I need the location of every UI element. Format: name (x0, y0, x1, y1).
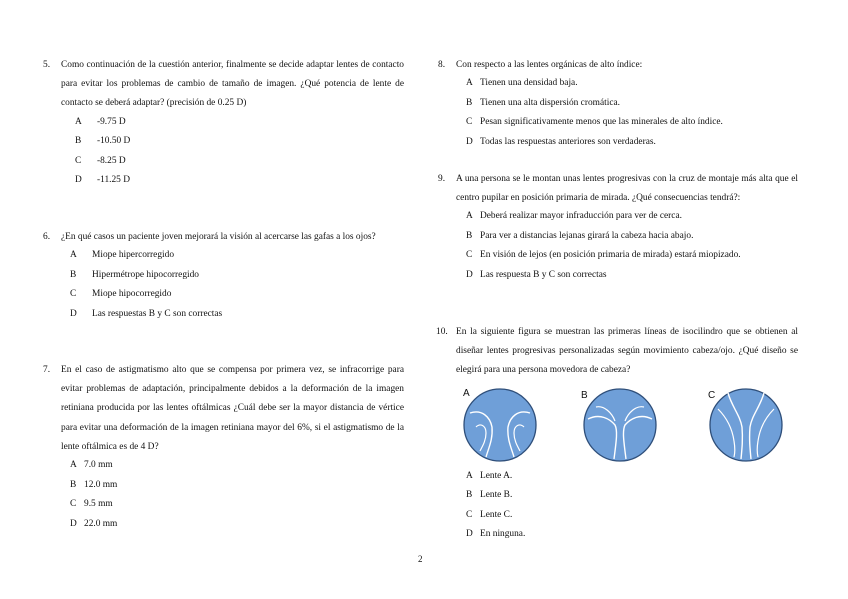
option-c[interactable] (70, 285, 404, 305)
option-text: Las respuesta B y C son correctas (480, 269, 607, 280)
option-letter: A (75, 116, 82, 127)
option-letter: B (70, 479, 77, 490)
option-letter: A (70, 250, 77, 261)
option-letter: A (466, 78, 473, 89)
question-stem: A una persona se le montan unas lentes progresivas con la cruz de montaje más alta que el centro pupilar en posición primaria de mirada. ¿Qué consecuencias tendrá?: (456, 174, 798, 204)
option-letter: D (75, 175, 82, 186)
question-7 (43, 361, 404, 534)
option-text: -8.25 D (97, 155, 126, 166)
option-b[interactable] (466, 94, 798, 114)
options-list (456, 467, 798, 545)
question-number: 9. (438, 174, 446, 184)
option-text: 22.0 mm (84, 518, 118, 529)
question-number: 5. (43, 60, 51, 70)
option-d[interactable] (70, 305, 404, 325)
option-a[interactable] (466, 74, 798, 94)
option-text: Lente B. (480, 490, 513, 501)
option-b[interactable] (466, 227, 798, 247)
option-a[interactable] (70, 246, 404, 266)
figure-label-c: C (708, 389, 716, 401)
question-stem: En la siguiente figura se muestran las primeras líneas de isocilindro que se obtienen al diseñar lentes progresivas personalizadas según movimiento cabeza/ojo. ¿Qué diseño se elegirá para una persona movedora de cabeza? (456, 327, 798, 376)
option-text: -9.75 D (97, 116, 126, 127)
option-text: 7.0 mm (84, 460, 113, 471)
option-text: En visión de lejos (en posición primaria de mirada) estará miopizado. (480, 250, 741, 261)
option-letter: C (466, 250, 473, 261)
option-text: Lente A. (480, 470, 513, 481)
page-number: 2 (418, 554, 423, 564)
option-text: Lente C. (480, 509, 513, 520)
option-text: Pesan significativamente menos que las minerales de alto índice. (480, 117, 723, 128)
option-letter: A (70, 460, 77, 471)
option-text: Para ver a distancias lejanas girará la cabeza hacia abajo. (480, 230, 694, 241)
option-letter: C (70, 289, 77, 300)
option-b[interactable] (466, 486, 798, 506)
option-d[interactable] (466, 525, 798, 545)
options-list (61, 456, 404, 534)
option-letter: D (466, 529, 473, 540)
question-6 (43, 228, 404, 324)
option-a[interactable] (70, 456, 404, 476)
option-b[interactable] (70, 266, 404, 286)
option-letter: B (466, 230, 473, 241)
option-letter: A (466, 211, 473, 222)
figure-label-b: B (581, 389, 588, 401)
option-text: Deberá realizar mayor infraducción para ver de cerca. (480, 211, 682, 222)
option-a[interactable] (466, 207, 798, 227)
option-text: En ninguna. (480, 529, 526, 540)
figure-label-a: A (463, 387, 470, 399)
option-d[interactable] (466, 266, 798, 286)
option-text: -11.25 D (97, 175, 130, 186)
option-letter: D (466, 269, 473, 280)
lens-c-image (708, 387, 784, 463)
options-list (61, 246, 404, 324)
options-list (456, 74, 798, 152)
option-c[interactable] (466, 506, 798, 526)
question-10 (436, 323, 798, 545)
option-text: Miope hipercorregido (92, 250, 175, 261)
option-letter: C (75, 155, 82, 166)
option-letter: C (70, 499, 77, 510)
option-text: -10.50 D (97, 136, 131, 147)
question-number: 6. (43, 232, 51, 242)
option-letter: C (466, 509, 473, 520)
option-text: Tienen una densidad baja. (480, 78, 578, 89)
option-text: Hipermétrope hipocorregido (92, 269, 199, 280)
lens-a-image (462, 387, 538, 463)
option-text: Miope hipocorregido (92, 289, 172, 300)
option-b[interactable] (75, 132, 404, 152)
option-b[interactable] (70, 476, 404, 496)
question-stem: Como continuación de la cuestión anterior, finalmente se decide adaptar lentes de contacto para evitar los problemas de cambio de tamaño de imagen. ¿Qué potencia de lente de contacto se deberá adaptar? (precisión de 0.25 D) (61, 60, 404, 109)
option-letter: A (466, 470, 473, 481)
question-9 (438, 170, 798, 285)
option-text: Tienen una alta dispersión cromática. (480, 97, 620, 108)
isocylinder-figure (456, 387, 798, 463)
question-stem: ¿En qué casos un paciente joven mejorará la visión al acercarse las gafas a los ojos? (61, 232, 376, 242)
option-letter: B (70, 269, 77, 280)
option-a[interactable] (75, 113, 404, 133)
option-letter: D (466, 136, 473, 147)
question-stem: Con respecto a las lentes orgánicas de alto índice: (456, 60, 643, 70)
lens-b-image (582, 387, 658, 463)
option-letter: B (466, 490, 473, 501)
option-c[interactable] (466, 246, 798, 266)
option-letter: C (466, 117, 473, 128)
option-c[interactable] (70, 495, 404, 515)
option-letter: B (75, 136, 82, 147)
question-number: 8. (438, 60, 446, 70)
option-letter: D (70, 308, 77, 319)
question-8 (438, 56, 798, 152)
option-d[interactable] (466, 133, 798, 153)
option-a[interactable] (466, 467, 798, 487)
option-text: 12.0 mm (84, 479, 118, 490)
option-letter: B (466, 97, 473, 108)
option-text: Todas las respuestas anteriores son verdaderas. (480, 136, 656, 147)
question-number: 7. (43, 365, 51, 375)
option-text: Las respuestas B y C son correctas (92, 308, 223, 319)
option-d[interactable] (75, 171, 404, 191)
question-5 (43, 56, 404, 191)
option-c[interactable] (466, 113, 798, 133)
option-text: 9.5 mm (84, 499, 113, 510)
option-d[interactable] (70, 515, 404, 535)
option-c[interactable] (75, 152, 404, 172)
options-list (456, 207, 798, 285)
options-list (61, 113, 404, 191)
question-number: 10. (436, 327, 448, 337)
option-letter: D (70, 518, 77, 529)
question-stem: En el caso de astigmatismo alto que se compensa por primera vez, se infracorrige para evitar problemas de adaptación, principalmente debidos a la deformación de la imagen retiniana producida por las lentes oftálmicas ¿Cuál debe ser la mayor distancia de vértice para evitar una deformación de la imagen retiniana mayor del 6%, si el astigmatismo de la lente oftálmica es de 4 D? (61, 365, 404, 452)
